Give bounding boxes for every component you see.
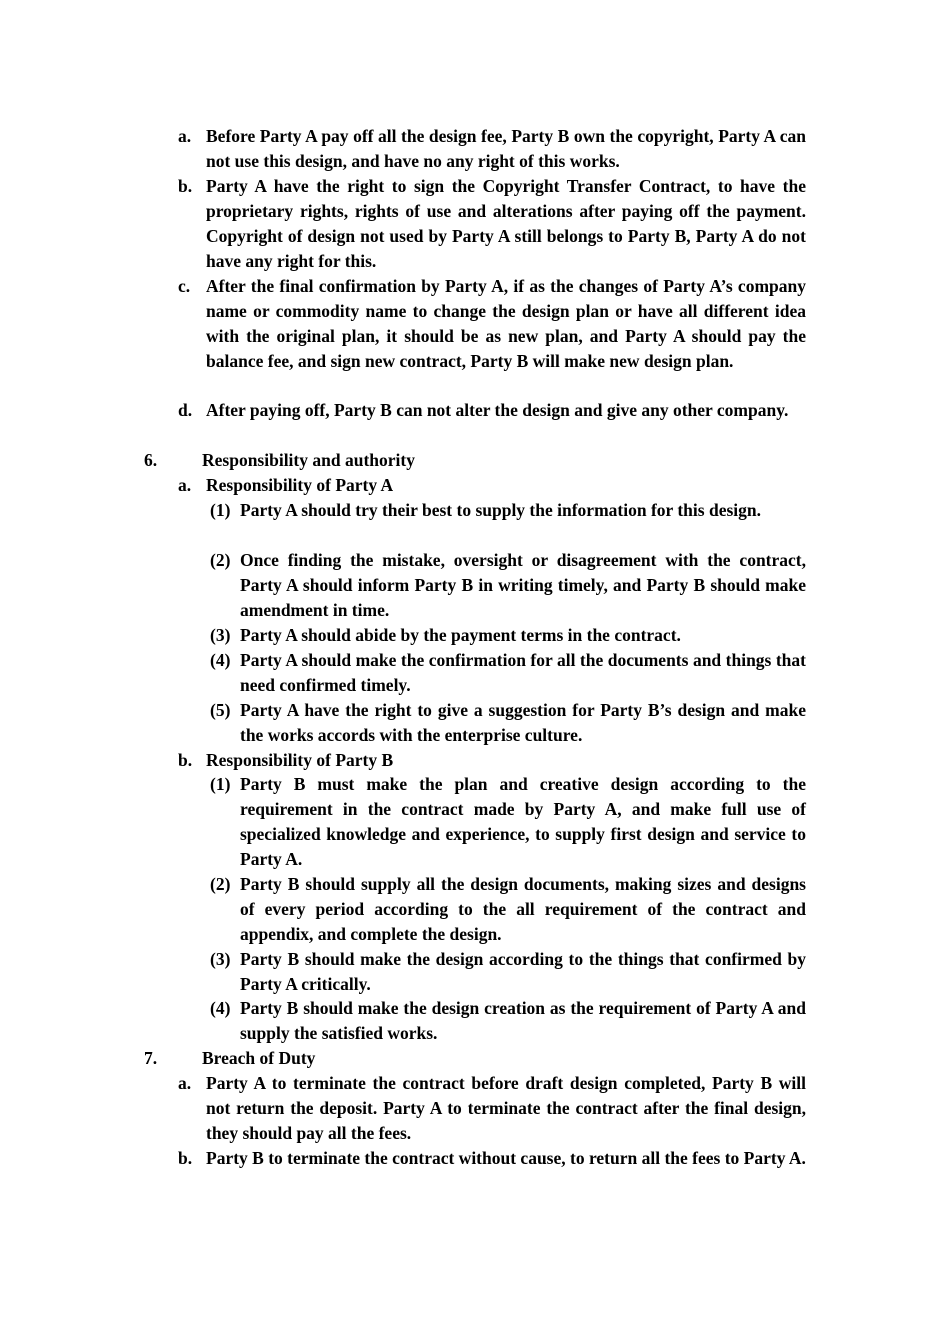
list-item-text: Party A have the right to give a suggestion for Party B’s design and make the works accords with the enterprise culture. — [240, 700, 806, 745]
list-item — [210, 996, 806, 1046]
subsection-title: Responsibility of Party A — [206, 475, 394, 495]
list-marker: a. — [178, 1073, 192, 1093]
list-item — [210, 498, 806, 523]
list-item — [210, 872, 806, 947]
list-item-text: Party A should make the confirmation for all the documents and things that need confirmed timely. — [240, 650, 806, 695]
list-item — [178, 1146, 806, 1171]
list-marker: d. — [178, 400, 193, 420]
list-item — [210, 548, 806, 623]
list-marker: b. — [178, 1148, 193, 1168]
list-item-text: After the final confirmation by Party A, if as the changes of Party A’s company name or commodity name to change the design plan or have all different idea with the original plan, it should be as new plan, and Party A should pay the balance fee, and sign new contract, Party B will make new design plan. — [206, 276, 806, 371]
list-item-text: Party B should supply all the design documents, making sizes and designs of every period according to the all requirement of the contract and appendix, and complete the design. — [240, 874, 806, 944]
section-title: Breach of Duty — [202, 1048, 316, 1068]
section-heading — [144, 1046, 806, 1071]
list-item-text: Party B to terminate the contract without cause, to return all the fees to Party A. — [206, 1148, 806, 1168]
list-item — [178, 174, 806, 274]
list-marker: b. — [178, 176, 193, 196]
list-item-text: Once finding the mistake, oversight or disagreement with the contract, Party A should inform Party B in writing timely, and Party B should make amendment in time. — [240, 550, 806, 620]
list-marker: (2) — [210, 550, 231, 570]
subsection-title: Responsibility of Party B — [206, 750, 394, 770]
list-marker: (3) — [210, 625, 231, 645]
list-item — [210, 623, 806, 648]
list-marker: c. — [178, 276, 191, 296]
list-item — [210, 772, 806, 872]
list-item-text: Before Party A pay off all the design fee, Party B own the copyright, Party A can not use this design, and have no any right of this works. — [206, 126, 806, 171]
list-item — [178, 274, 806, 374]
list-marker: (4) — [210, 998, 231, 1018]
list-item-text: Party A should try their best to supply the information for this design. — [240, 500, 761, 520]
section-heading — [144, 448, 806, 473]
section-number: 7. — [144, 1048, 158, 1068]
list-item — [210, 648, 806, 698]
list-marker: (5) — [210, 700, 231, 720]
section-number: 6. — [144, 450, 158, 470]
subsection-heading — [178, 473, 806, 498]
list-marker: (2) — [210, 874, 231, 894]
list-item — [178, 124, 806, 174]
list-item-text: Party A have the right to sign the Copyright Transfer Contract, to have the proprietary rights, rights of use and alterations after paying off the payment. Copyright of design not used by Party A still belongs to Party B, Party A do not have any right for this. — [206, 176, 806, 271]
list-marker: (3) — [210, 949, 231, 969]
section-title: Responsibility and authority — [202, 450, 415, 470]
list-item — [210, 698, 806, 748]
list-marker: a. — [178, 126, 192, 146]
list-item — [210, 947, 806, 997]
subsection-heading — [178, 748, 806, 773]
list-item — [178, 398, 806, 423]
list-marker: (1) — [210, 500, 231, 520]
list-item-text: Party A to terminate the contract before draft design completed, Party B will not return the deposit. Party A to terminate the contract after the final design, they should pay all the fees. — [206, 1073, 806, 1143]
list-item-text: Party A should abide by the payment terms in the contract. — [240, 625, 681, 645]
list-item-text: After paying off, Party B can not alter the design and give any other company. — [206, 400, 789, 420]
list-marker: a. — [178, 475, 192, 495]
list-item-text: Party B should make the design creation as the requirement of Party A and supply the satisfied works. — [240, 998, 806, 1043]
list-marker: (4) — [210, 650, 231, 670]
list-item — [178, 1071, 806, 1146]
list-item-text: Party B must make the plan and creative design according to the requirement in the contract made by Party A, and make full use of specialized knowledge and experience, to supply first design and service to Party A. — [240, 774, 806, 869]
list-marker: b. — [178, 750, 193, 770]
list-marker: (1) — [210, 774, 231, 794]
list-item-text: Party B should make the design according to the things that confirmed by Party A critically. — [240, 949, 806, 994]
